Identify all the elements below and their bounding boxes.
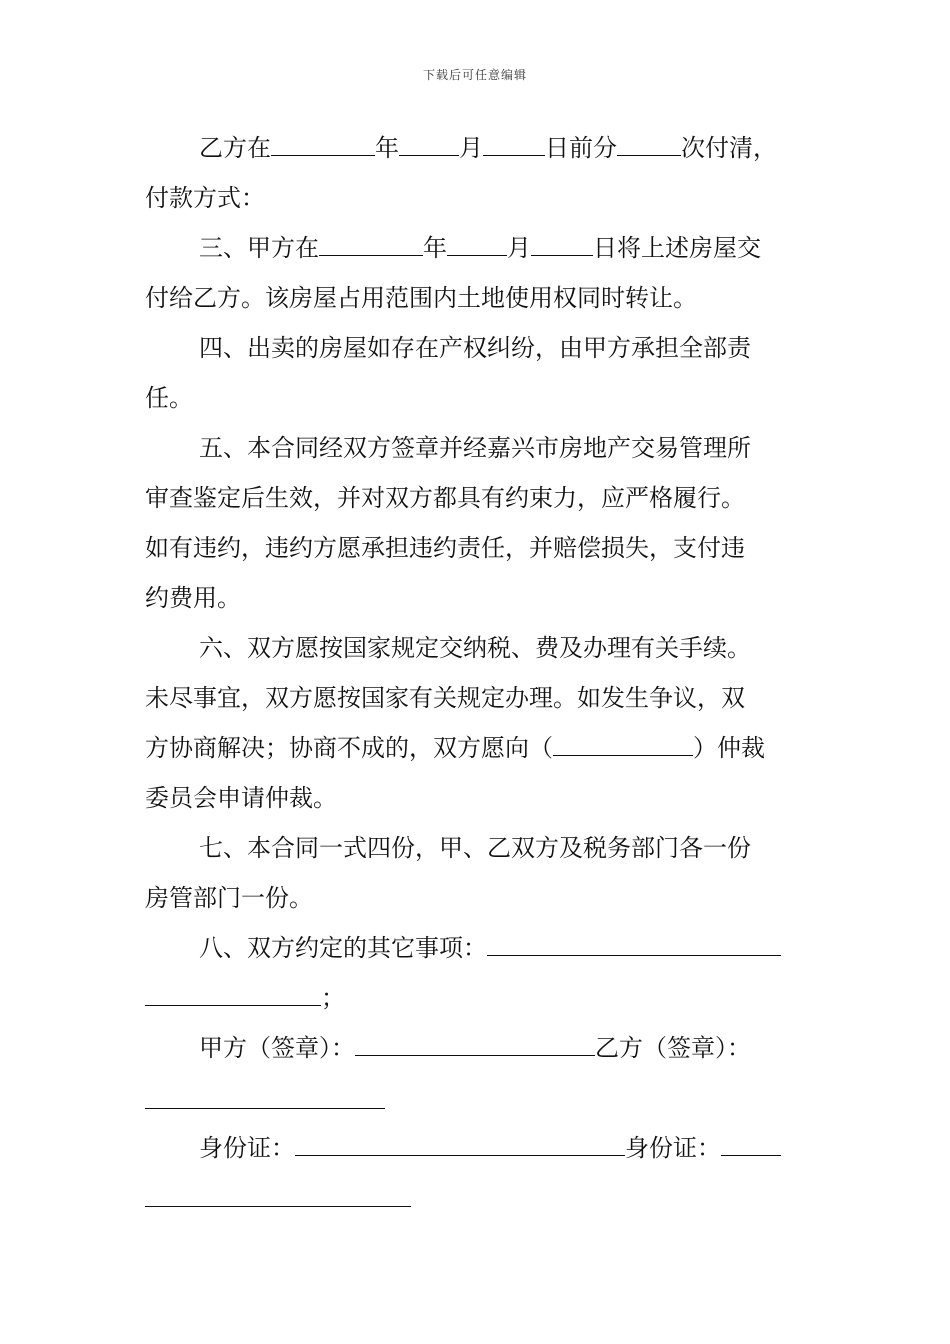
arbitration-committee-blank[interactable] (553, 729, 693, 756)
clause-seven-line-2: 房管部门一份。 (145, 884, 313, 912)
clause-five-line-4: 约费用。 (145, 584, 241, 612)
payment-times-label: 次付清， (681, 134, 777, 162)
clause-six-line-3-start: 方协商解决；协商不成的，双方愿向（ (145, 734, 553, 762)
clause-three-day-blank[interactable] (531, 229, 593, 256)
clause-six-line-3-end: ）仲裁 (693, 734, 765, 762)
signature-line (199, 1028, 751, 1068)
clause-six-line-1: 六、双方愿按国家规定交纳税、费及办理有关手续。 (199, 634, 751, 662)
clause-three-month-blank[interactable] (447, 229, 507, 256)
party-a-id-blank[interactable] (295, 1129, 625, 1156)
other-matters-blank[interactable] (487, 929, 781, 956)
party-a-signature-label: 甲方（签章）： (199, 1034, 355, 1062)
payment-year-blank[interactable] (271, 129, 375, 156)
clause-five-line-2: 审查鉴定后生效，并对双方都具有约束力，应严格履行。 (145, 484, 745, 512)
party-b-id-blank[interactable] (721, 1129, 781, 1156)
party-b-id-label: 身份证： (625, 1134, 721, 1162)
clause-five-line-3: 如有违约，违约方愿承担违约责任，并赔偿损失，支付违 (145, 534, 745, 562)
payment-text-start: 乙方在 (199, 134, 271, 162)
payment-day-label: 日前分 (545, 134, 617, 162)
clause-eight-line-1 (199, 928, 781, 968)
clause-three-start: 三、甲方在 (199, 234, 319, 262)
clause-six-line-4: 委员会申请仲裁。 (145, 784, 337, 812)
clause-six-line-3 (145, 728, 765, 768)
clause-three-year-label: 年 (423, 234, 447, 262)
clause-four-line-1: 四、出卖的房屋如存在产权纠纷，由甲方承担全部责 (199, 334, 751, 362)
clause-eight-label: 八、双方约定的其它事项： (199, 934, 487, 962)
clause-eight-line-2 (145, 978, 345, 1018)
other-matters-continued-blank[interactable] (145, 979, 321, 1006)
clause-four-line-2: 任。 (145, 384, 193, 412)
party-b-id-continued-blank[interactable] (145, 1205, 411, 1207)
clause-three-rest: 日将上述房屋交 (593, 234, 761, 262)
payment-month-blank[interactable] (399, 129, 459, 156)
clause-eight-end: ； (321, 984, 345, 1012)
payment-line-2: 付款方式： (145, 184, 265, 212)
party-b-signature-label: 乙方（签章）： (595, 1034, 751, 1062)
clause-seven-line-1: 七、本合同一式四份，甲、乙双方及税务部门各一份 (199, 834, 751, 862)
party-a-signature-blank[interactable] (355, 1029, 595, 1056)
clause-three-month-label: 月 (507, 234, 531, 262)
clause-three-line-1 (199, 228, 761, 268)
payment-month-label: 月 (459, 134, 483, 162)
clause-six-line-2: 未尽事宜，双方愿按国家有关规定办理。如发生争议，双 (145, 684, 745, 712)
party-a-id-label: 身份证： (199, 1134, 295, 1162)
payment-year-label: 年 (375, 134, 399, 162)
id-line (199, 1128, 781, 1168)
party-b-signature-blank[interactable] (145, 1107, 385, 1109)
clause-three-year-blank[interactable] (319, 229, 423, 256)
payment-times-blank[interactable] (617, 129, 681, 156)
payment-line-1 (199, 128, 777, 168)
payment-day-blank[interactable] (483, 129, 545, 156)
clause-three-line-2: 付给乙方。该房屋占用范围内土地使用权同时转让。 (145, 284, 697, 312)
clause-five-line-1: 五、本合同经双方签章并经嘉兴市房地产交易管理所 (199, 434, 751, 462)
page-header-note: 下载后可任意编辑 (422, 68, 527, 82)
